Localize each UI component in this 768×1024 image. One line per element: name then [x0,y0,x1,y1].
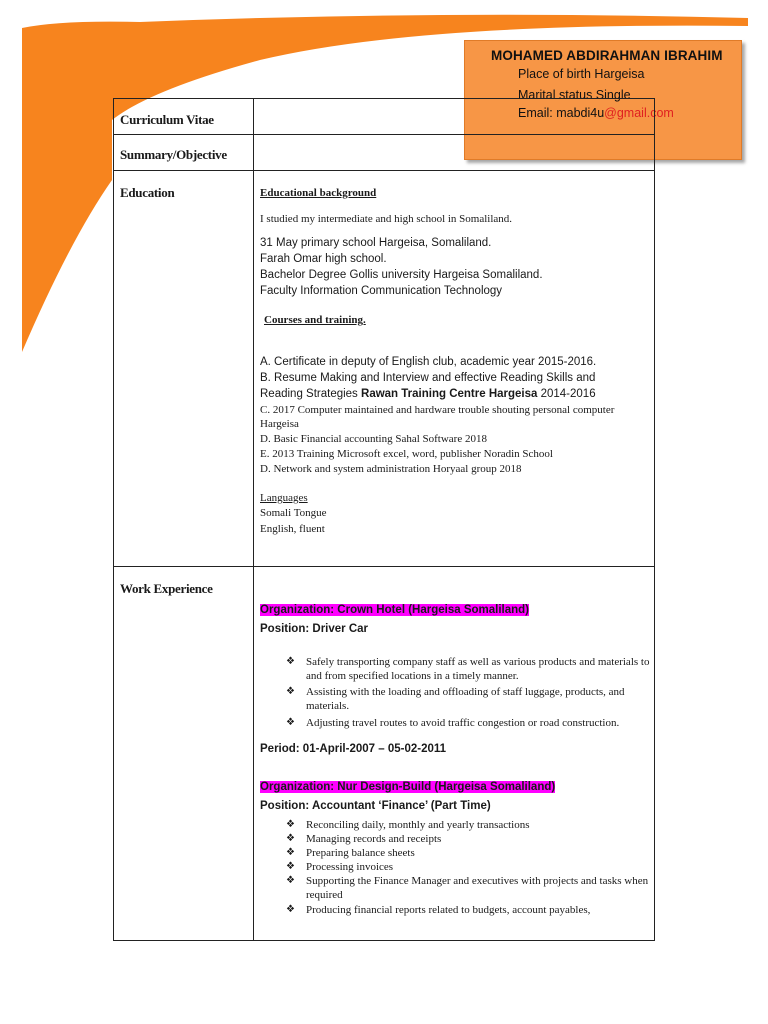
duty-item: ❖ Reconciling daily, monthly and yearly transactions [286,819,530,831]
courses-heading: Courses and training. [264,314,366,326]
candidate-name: MOHAMED ABDIRAHMAN IBRAHIM [491,48,723,63]
course-d1: D. Basic Financial accounting Sahal Software 2018 [260,433,487,445]
row-divider [114,566,654,567]
duty-item: ❖ Adjusting travel routes to avoid traffic congestion or road construction. [286,717,620,729]
duty-item: ❖ Safely transporting company staff as well as various products and materials to and from specified locations in a timely manner. [286,656,650,682]
duty-item: ❖ Preparing balance sheets [286,847,415,859]
duty-item: ❖ Assisting with the loading and offloading of staff luggage, products, and materials. [286,686,625,712]
courses-list-2 [260,403,650,476]
work-content [260,603,650,917]
languages-heading: Languages [260,492,308,504]
email-label: Email: mabdi4u [518,106,605,120]
job-position: Position: Accountant ‘Finance’ (Part Time) [260,800,491,812]
job-duties-list [260,655,650,730]
course-d2: D. Network and system administration Horyaal group 2018 [260,463,522,475]
job-organization: Organization: Nur Design-Build (Hargeisa Somaliland) [260,781,556,793]
diamond-bullet-icon: ❖ [286,861,295,872]
language-item: English, fluent [260,523,325,535]
summary-label: Summary/Objective [120,147,227,162]
courses-list [260,354,650,402]
job-position: Position: Driver Car [260,623,368,635]
education-intro: I studied my intermediate and high school in Somaliland. [260,213,513,225]
duty-item: ❖ Processing invoices [286,861,394,873]
course-b-cont: Reading Strategies Rawan Training Centre Hargeisa 2014-2016 [260,388,596,400]
job-duties-list [260,818,650,917]
job-period: Period: 01-April-2007 – 05-02-2011 [260,743,447,755]
job-organization: Organization: Crown Hotel (Hargeisa Somaliland) [260,604,530,616]
row-divider [114,170,654,171]
row-divider [114,134,654,135]
cv-table [113,98,655,941]
column-divider [253,99,254,940]
education-background-heading: Educational background [260,187,377,199]
diamond-bullet-icon: ❖ [286,904,295,915]
diamond-bullet-icon: ❖ [286,819,295,830]
education-item: Bachelor Degree Gollis university Hargeisa Somaliland. [260,269,543,281]
education-content [260,186,650,536]
marital-status: Marital status Single [518,88,631,102]
course-b: B. Resume Making and Interview and effective Reading Skills and [260,372,596,384]
diamond-bullet-icon: ❖ [286,875,295,886]
duty-item: ❖ Producing financial reports related to budgets, account payables, [286,904,591,916]
education-item: 31 May primary school Hargeisa, Somaliland. [260,237,492,249]
education-item: Farah Omar high school. [260,253,387,265]
diamond-bullet-icon: ❖ [286,686,295,697]
cv-title-label: Curriculum Vitae [120,112,214,127]
diamond-bullet-icon: ❖ [286,847,295,858]
course-a: A. Certificate in deputy of English club, academic year 2015-2016. [260,356,597,368]
education-item: Faculty Information Communication Technology [260,285,503,297]
education-label: Education [120,185,175,200]
duty-item: ❖ Managing records and receipts [286,833,442,845]
course-e: E. 2013 Training Microsoft excel, word, publisher Noradin School [260,448,553,460]
work-experience-label: Work Experience [120,581,213,596]
education-list [260,235,650,299]
course-c: C. 2017 Computer maintained and hardware trouble shouting personal computer Hargeisa [260,404,615,430]
duty-item: ❖ Supporting the Finance Manager and executives with projects and tasks when required [286,875,649,901]
diamond-bullet-icon: ❖ [286,717,295,728]
place-of-birth: Place of birth Hargeisa [518,67,645,81]
diamond-bullet-icon: ❖ [286,833,295,844]
email-domain[interactable]: @gmail.com [604,106,674,120]
language-item: Somali Tongue [260,507,327,519]
diamond-bullet-icon: ❖ [286,656,295,667]
